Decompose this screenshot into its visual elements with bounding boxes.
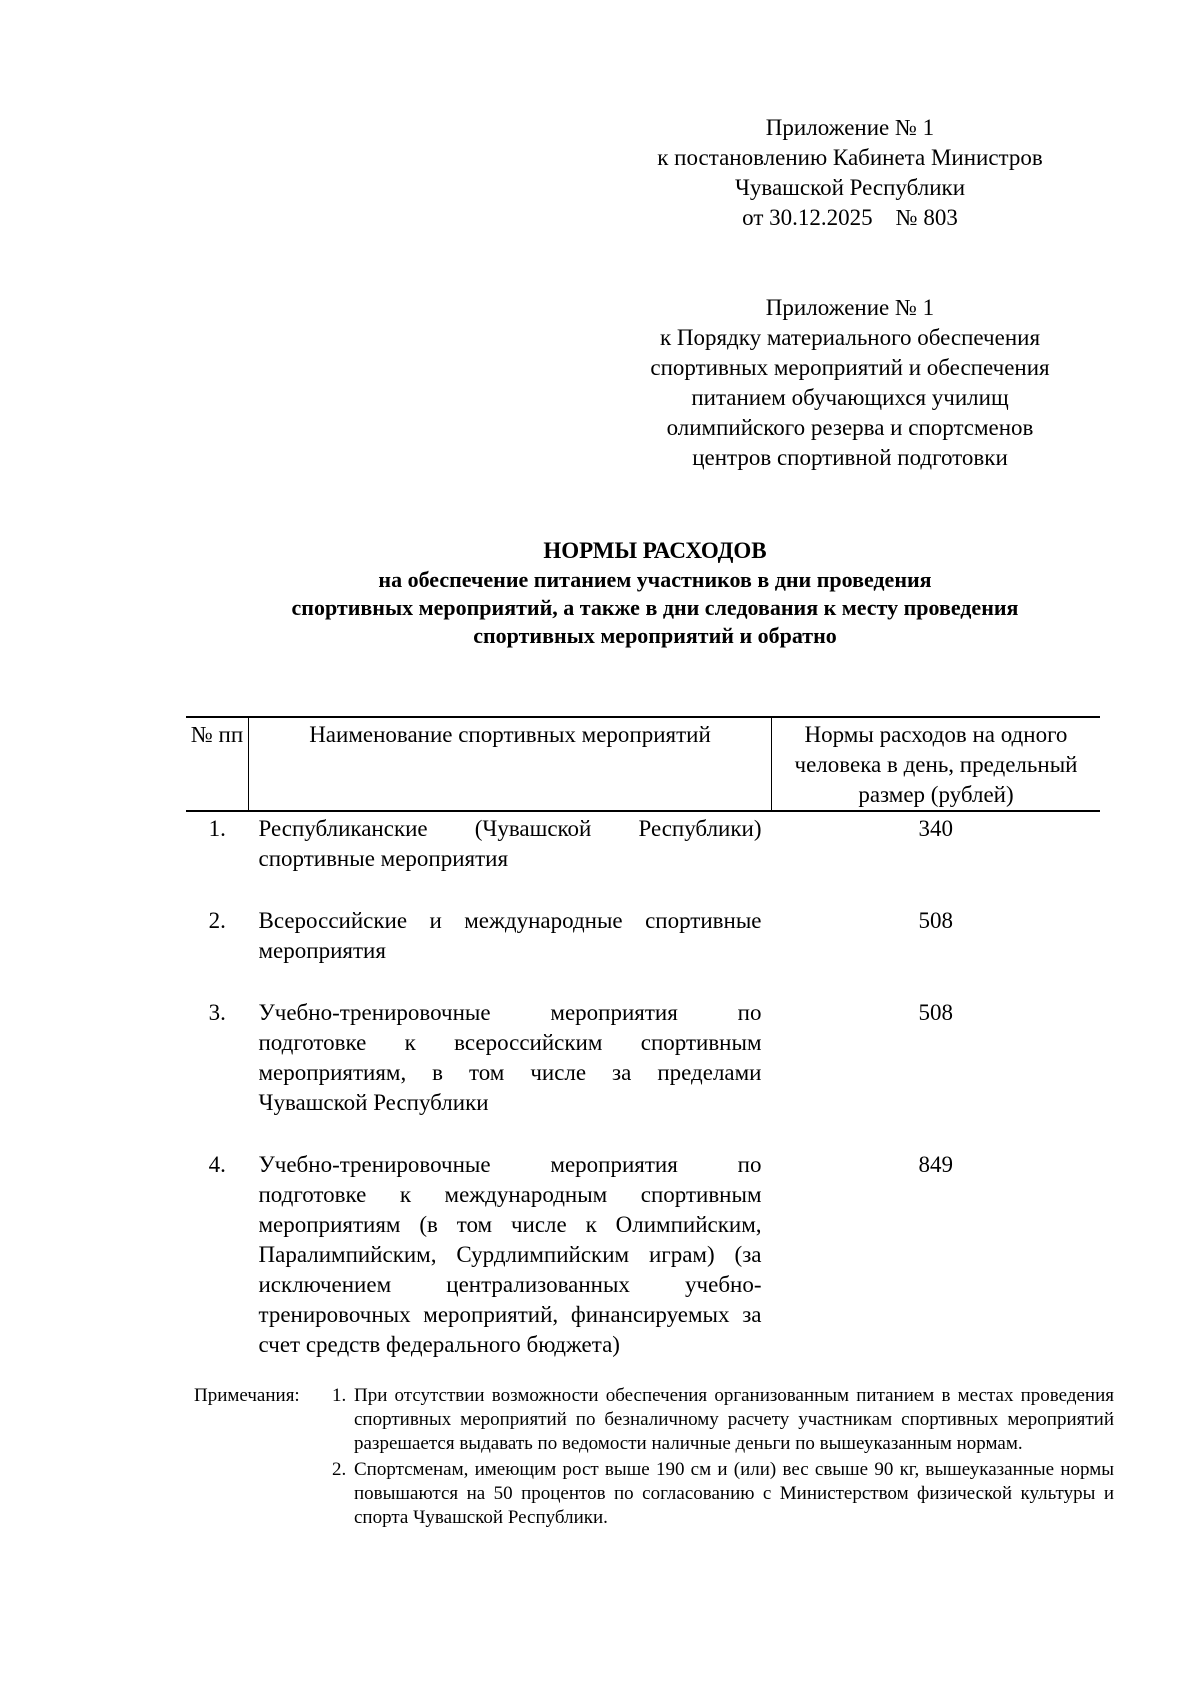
table-row bbox=[186, 904, 1100, 996]
approval-stamp-procedure bbox=[600, 293, 1100, 473]
row-value: 508 bbox=[918, 1000, 953, 1025]
document-title bbox=[180, 536, 1130, 650]
notes-label: Примечания: bbox=[194, 1385, 300, 1406]
header-name: Наименование спортивных мероприятий bbox=[249, 717, 772, 811]
approval-line: питанием обучающихся училищ bbox=[691, 385, 1009, 410]
row-num: 2. bbox=[208, 908, 226, 933]
row-name: Республиканские (Чувашской Республики) спортивные мероприятия bbox=[258, 816, 762, 871]
note-text: Спортсменам, имеющим рост выше 190 см и (или) вес свыше 90 кг, вышеуказанные нормы повышаются на 50 процентов по согласованию с Министерством физической культуры и спорта Чувашской Республики. bbox=[354, 1459, 1114, 1528]
notes-list bbox=[332, 1384, 1114, 1532]
row-num: 1. bbox=[208, 816, 226, 841]
note-num: 1. bbox=[332, 1385, 347, 1406]
table-row bbox=[186, 811, 1100, 904]
table-row bbox=[186, 996, 1100, 1148]
title-sub-line: спортивных мероприятий и обратно bbox=[473, 623, 837, 648]
title-sub-line: на обеспечение питанием участников в дни проведения bbox=[378, 567, 932, 592]
note-item bbox=[332, 1458, 1114, 1530]
note-num: 2. bbox=[332, 1459, 347, 1480]
approval-line: спортивных мероприятий и обеспечения bbox=[650, 355, 1050, 380]
note-item bbox=[332, 1384, 1114, 1456]
approval-line: Приложение № 1 bbox=[765, 115, 935, 140]
approval-line: к постановлению Кабинета Министров bbox=[657, 145, 1043, 170]
row-name: Учебно-тренировочные мероприятия по подготовке к международным спортивным мероприятиям (в том числе к Олимпийским, Паралимпийским, Сурдлимпийским играм) (за исключением централизованных учебно-тренировочных мероприятий, финансируемых за счет средств федерального бюджета) bbox=[258, 1152, 762, 1357]
header-norm: Нормы расходов на одного человека в день, предельный размер (рублей) bbox=[772, 717, 1101, 811]
note-text: При отсутствии возможности обеспечения организованным питанием в местах проведения спортивных мероприятий по безналичному расчету участникам спортивных мероприятий разрешается выдавать по ведомости наличные деньги по вышеуказанным нормам. bbox=[354, 1385, 1114, 1454]
table-header-row bbox=[186, 717, 1100, 811]
row-num: 4. bbox=[208, 1152, 226, 1177]
notes-section bbox=[194, 1384, 1114, 1532]
approval-line: олимпийского резерва и спортсменов bbox=[666, 415, 1034, 440]
row-value: 508 bbox=[918, 908, 953, 933]
approval-line: Чувашской Республики bbox=[734, 175, 966, 200]
title-main: НОРМЫ РАСХОДОВ bbox=[543, 538, 767, 563]
title-sub-line: спортивных мероприятий, а также в дни следования к месту проведения bbox=[291, 595, 1019, 620]
approval-line: к Порядку материального обеспечения bbox=[659, 325, 1041, 350]
row-value: 849 bbox=[918, 1152, 953, 1177]
row-name: Учебно-тренировочные мероприятия по подготовке к всероссийским спортивным мероприятиям, в том числе за пределами Чувашской Республики bbox=[258, 1000, 762, 1115]
approval-line: Приложение № 1 bbox=[765, 295, 935, 320]
approval-line: от 30.12.2025 № 803 bbox=[742, 205, 958, 230]
table-row bbox=[186, 1148, 1100, 1390]
row-num: 3. bbox=[208, 1000, 226, 1025]
norms-table bbox=[186, 716, 1100, 1390]
approval-stamp-resolution bbox=[600, 113, 1100, 233]
row-name: Всероссийские и международные спортивные мероприятия bbox=[258, 908, 762, 963]
header-num: № пп bbox=[186, 717, 249, 811]
approval-line: центров спортивной подготовки bbox=[692, 445, 1008, 470]
row-value: 340 bbox=[918, 816, 953, 841]
